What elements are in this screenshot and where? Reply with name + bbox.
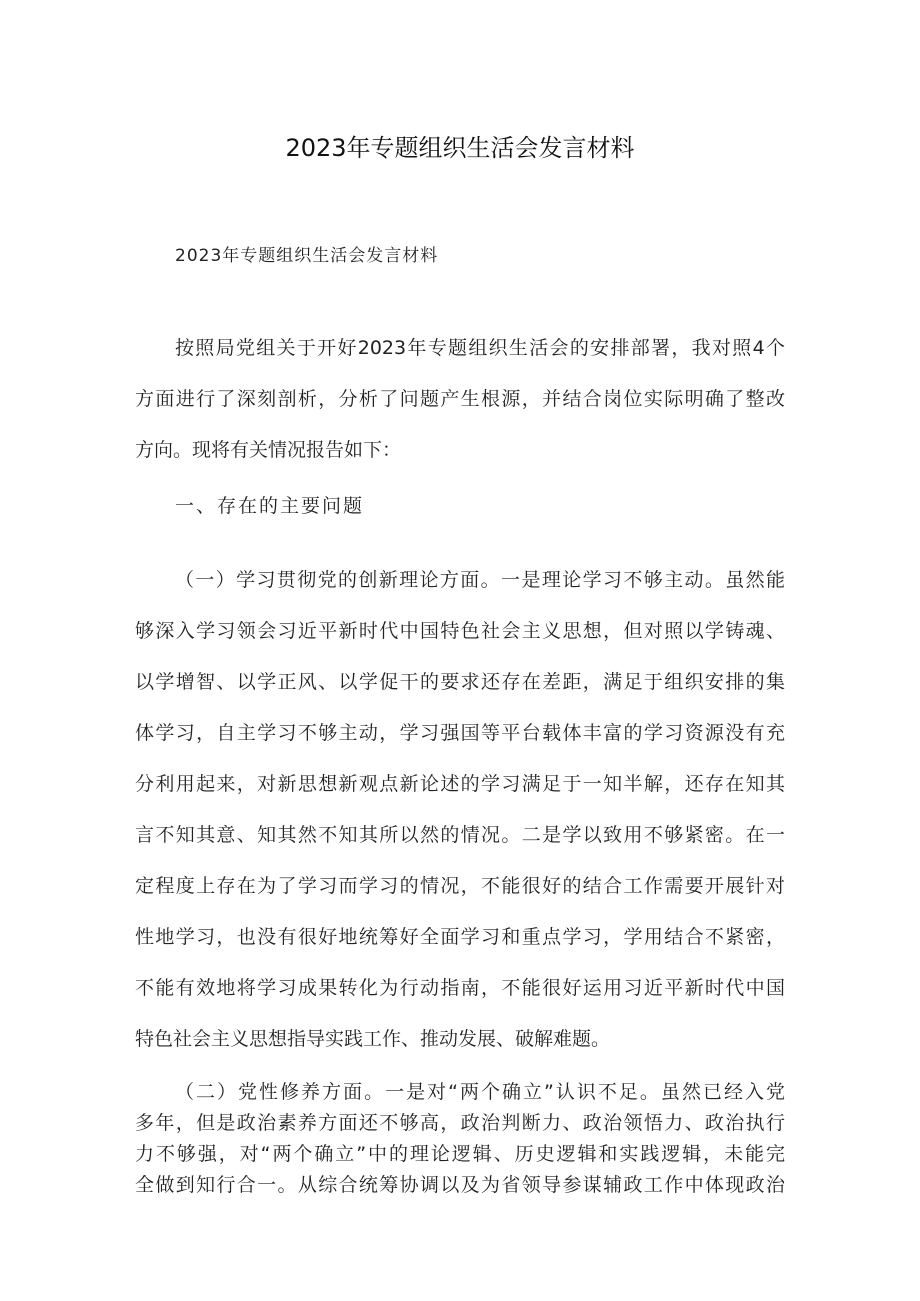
section1-paragraph (135, 555, 785, 1065)
text-line: （一）学习贯彻党的创新理论方面。一是理论学习不够主动。虽然能 (175, 569, 785, 591)
text-line: 特色社会主义思想指导实践工作、推动发展、破解难题。 (135, 1028, 611, 1050)
document-title: 2023年专题组织生活会发言材料 (285, 134, 635, 162)
text-line: 言不知其意、知其然不知其所以然的情况。二是学以致用不够紧密。在一 (135, 824, 785, 846)
text-line: （二）党性修养方面。一是对“两个确立”认识不足。虽然已经入党 (175, 1081, 785, 1103)
text-line: 分利用起来，对新思想新观点新论述的学习满足于一知半解，还存在知其 (135, 773, 785, 795)
intro-paragraph (135, 323, 785, 476)
text-line: 以学增智、以学正风、以学促干的要求还存在差距，满足于组织安排的集 (135, 671, 785, 693)
section-heading: 一、存在的主要问题 (175, 495, 365, 517)
text-line: 性地学习，也没有很好地统筹好全面学习和重点学习，学用结合不紧密， (135, 926, 785, 948)
section2-paragraph (135, 1077, 785, 1201)
document-subtitle: 2023年专题组织生活会发言材料 (175, 246, 439, 266)
text-line: 方面进行了深刻剖析，分析了问题产生根源，并结合岗位实际明确了整改 (135, 388, 785, 410)
text-line: 按照局党组关于开好2023年专题组织生活会的安排部署，我对照4个 (175, 337, 785, 359)
text-line: 多年，但是政治素养方面还不够高，政治判断力、政治领悟力、政治执行 (135, 1112, 785, 1134)
text-line: 够深入学习领会习近平新时代中国特色社会主义思想，但对照以学铸魂、 (135, 620, 785, 642)
text-line: 体学习，自主学习不够主动，学习强国等平台载体丰富的学习资源没有充 (135, 722, 785, 744)
text-line: 定程度上存在为了学习而学习的情况，不能很好的结合工作需要开展针对 (135, 875, 785, 897)
text-line: 不能有效地将学习成果转化为行动指南，不能很好运用习近平新时代中国 (135, 977, 785, 999)
text-line: 力不够强，对“两个确立”中的理论逻辑、历史逻辑和实践逻辑，未能完 (135, 1143, 785, 1165)
text-line: 全做到知行合一。从综合统筹协调以及为省领导参谋辅政工作中体现政治 (135, 1174, 785, 1196)
text-line: 方向。现将有关情况报告如下： (135, 439, 402, 461)
